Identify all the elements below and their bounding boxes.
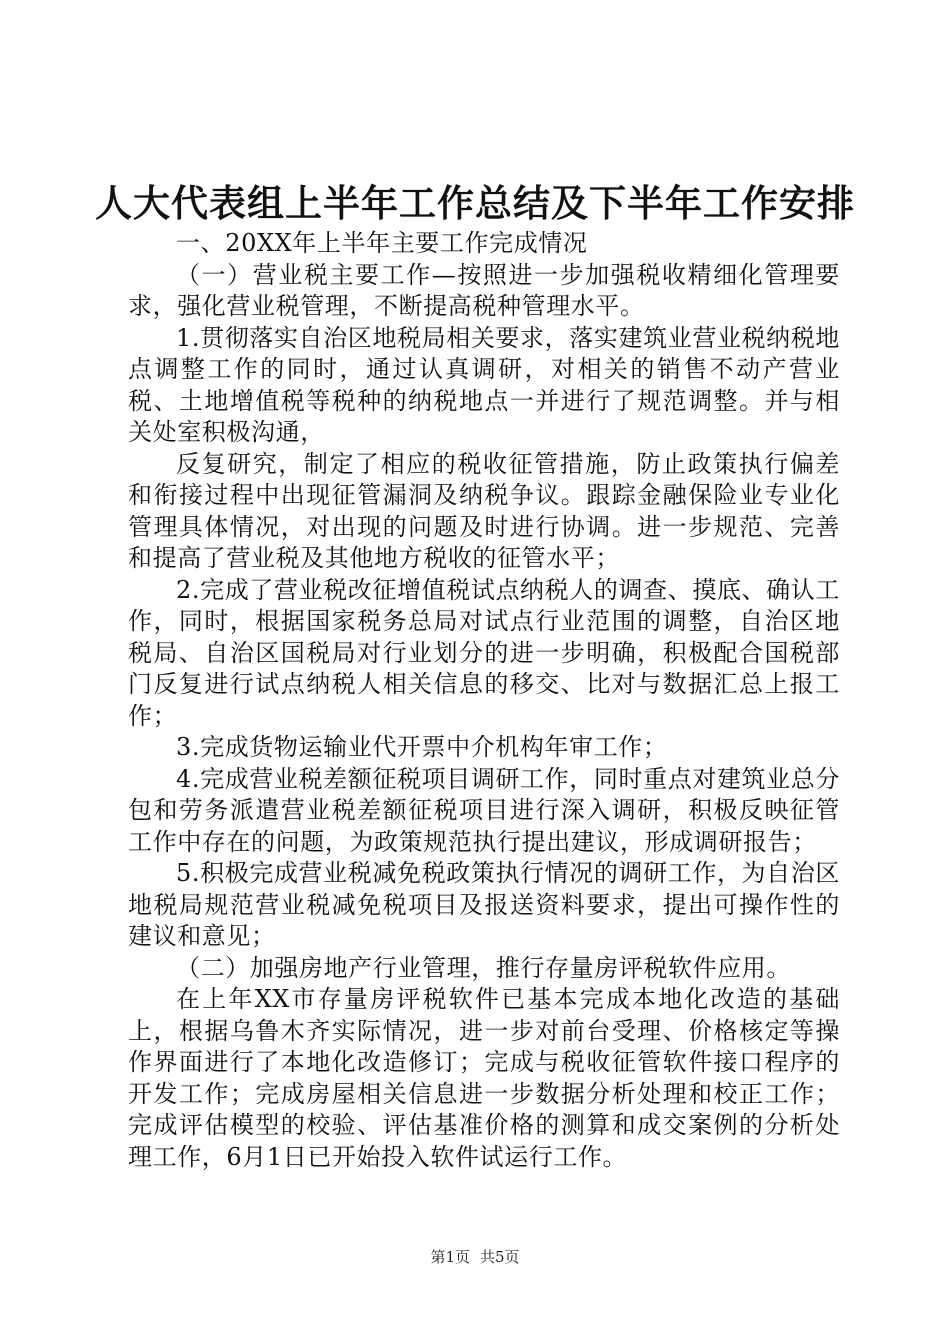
- section-heading-1: 一、20XX年上半年主要工作完成情况: [176, 229, 588, 257]
- paragraph-item-2: 2.完成了营业税改征增值税试点纳税人的调查、摸底、确认工作，同时，根据国家税务总局对试点行业范围的调整，自治区地税局、自治区国税局对行业划分的进一步明确，积极配合国税部门反复进行试点纳税人相关信息的移交、比对与数据汇总上报工作；: [128, 575, 840, 730]
- paragraph-item-1: 1.贯彻落实自治区地税局相关要求，落实建筑业营业税纳税地点调整工作的同时，通过认真调研，对相关的销售不动产营业税、土地增值税等税种的纳税地点一并进行了规范调整。并与相关处室积极沟通，: [128, 323, 840, 446]
- subsection-heading-1: （一）营业税主要工作—按照进一步加强税收精细化管理要求，强化营业税管理，不断提高税种管理水平。: [128, 260, 840, 320]
- page-number-total: 共5页: [480, 1248, 520, 1266]
- page-footer: [0, 1247, 950, 1267]
- paragraph-item-5: 5.积极完成营业税减免税政策执行情况的调研工作，为自治区地税局规范营业税减免税项目及报送资料要求，提出可操作性的建议和意见；: [128, 859, 840, 950]
- page-number-current: 第1页: [430, 1248, 470, 1266]
- paragraph-item-3: 3.完成货物运输业代开票中介机构年审工作；: [176, 733, 668, 761]
- paragraph-item-4: 4.完成营业税差额征税项目调研工作，同时重点对建筑业总分包和劳务派遣营业税差额征税项目进行深入调研，积极反映征管工作中存在的问题，为政策规范执行提出建议，形成调研报告；: [128, 764, 840, 856]
- paragraph-continuation: 反复研究，制定了相应的税收征管措施，防止政策执行偏差和衔接过程中出现征管漏洞及纳税争议。跟踪金融保险业专业化管理具体情况，对出现的问题及时进行协调。进一步规范、完善和提高了营业税及其他地方税收的征管水平；: [128, 449, 840, 572]
- subsection-heading-2: （二）加强房地产行业管理，推行存量房评税软件应用。: [176, 953, 791, 982]
- document-title: 人大代表组上半年工作总结及下半年工作安排: [95, 181, 855, 225]
- document-body: [128, 228, 840, 1173]
- paragraph-body: 在上年XX市存量房评税软件已基本完成本地化改造的基础上，根据乌鲁木齐实际情况，进一步对前台受理、价格核定等操作界面进行了本地化改造修订；完成与税收征管软件接口程序的开发工作；完成房屋相关信息进一步数据分析处理和校正工作；完成评估模型的校验、评估基准价格的测算和成交案例的分析处理工作，6月1日已开始投入软件试运行工作。: [128, 985, 840, 1171]
